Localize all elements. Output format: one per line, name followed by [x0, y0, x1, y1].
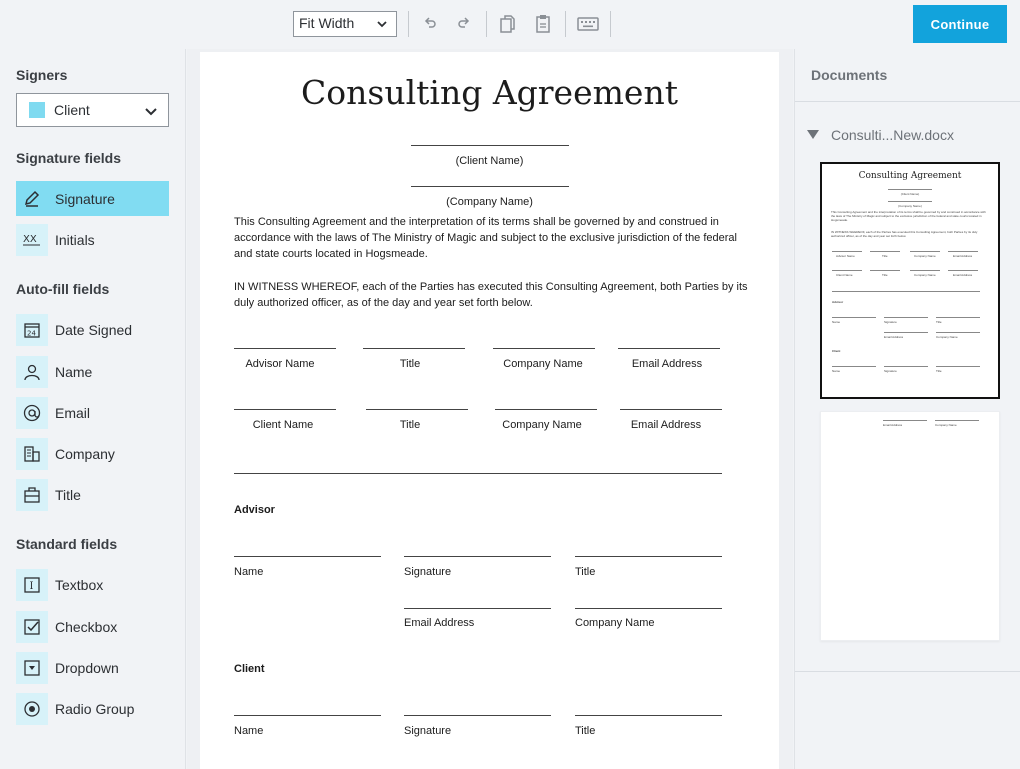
field-label: Initials [55, 231, 95, 248]
documents-title: Documents [811, 67, 888, 83]
row-label: Company Name [502, 419, 582, 431]
field-caption: Title [575, 566, 596, 578]
field-label: Checkbox [55, 618, 118, 635]
svg-text:XX: XX [23, 233, 37, 245]
thumb-text: Company Name [935, 423, 957, 427]
thumb-line [888, 189, 932, 190]
chevron-down-icon [376, 18, 388, 30]
checkbox-icon [16, 611, 48, 643]
advisor-heading: Advisor [234, 504, 275, 516]
field-label: Dropdown [55, 659, 119, 676]
field-line [234, 409, 336, 410]
field-caption: Name [234, 725, 264, 737]
field-caption: Company Name [575, 617, 655, 629]
signer-color-swatch [29, 102, 45, 118]
thumb-line [948, 270, 978, 271]
field-label: Name [55, 363, 93, 380]
divider [795, 671, 1020, 672]
paragraph-witness: IN WITNESS WHEREOF, each of the Parties has executed this Consulting Agreement, both Parties by its duly authorized officer, as of the day and year set forth below. [234, 281, 748, 309]
row-label: Email Address [630, 419, 702, 431]
copy-icon[interactable] [497, 13, 519, 35]
autofill-fields-title: Auto-fill fields [16, 281, 110, 297]
thumb-text: Signature [884, 320, 897, 324]
thumb-line [832, 251, 862, 252]
thumb-text: Email Address [884, 335, 904, 339]
field-line [404, 608, 551, 609]
thumb-line [910, 251, 940, 252]
thumb-title: Consulting Agreement [858, 171, 962, 181]
zoom-select[interactable] [293, 11, 397, 37]
field-line [234, 556, 381, 557]
thumb-text: Email Address [953, 273, 973, 277]
toolbar-divider [408, 11, 409, 37]
thumb-text: Title [882, 254, 888, 258]
toolbar [0, 0, 1020, 49]
field-caption: Signature [404, 725, 452, 737]
undo-icon[interactable] [419, 13, 441, 35]
field-caption: Title [575, 725, 596, 737]
field-line [234, 348, 336, 349]
thumb-line [832, 317, 876, 318]
toolbar-divider [486, 11, 487, 37]
field-label: Title [55, 486, 81, 503]
thumb-text: Name [832, 369, 841, 373]
pen-icon [16, 183, 48, 215]
thumb-text: Title [936, 369, 942, 373]
thumb-text: Company Name [936, 335, 958, 339]
document-viewer[interactable] [187, 49, 793, 769]
paragraph-governing-law: This Consulting Agreement and the interpretation of its terms shall be governed by and construed in accordance with the laws of The Ministry of Magic and subject to the exclusive jurisdiction of the federal and state courts located in Hogsmeade. [234, 216, 737, 260]
page-thumbnail-1[interactable] [820, 162, 1000, 399]
field-label: Textbox [55, 576, 104, 593]
page-thumbnail-2[interactable] [820, 411, 1000, 641]
field-label: Email [55, 404, 91, 421]
field-company[interactable] [16, 436, 169, 471]
field-line [575, 556, 722, 557]
field-caption: Email Address [404, 617, 475, 629]
thumb-text: Company Name [914, 254, 936, 258]
field-caption: Name [234, 566, 264, 578]
company-name-label: (Company Name) [446, 196, 533, 208]
field-line [575, 608, 722, 609]
person-icon [16, 356, 48, 388]
row-label: Title [399, 419, 421, 431]
document-page[interactable] [200, 52, 779, 769]
thumb-line [884, 317, 928, 318]
initials-icon [16, 224, 48, 256]
field-line [618, 348, 720, 349]
document-title: Consulting Agreement [301, 73, 678, 112]
thumb-line [883, 420, 927, 421]
calendar-icon [16, 314, 48, 346]
radio-icon [16, 693, 48, 725]
field-initials[interactable] [16, 222, 169, 257]
continue-button[interactable]: Continue [913, 5, 1007, 43]
field-caption: Signature [404, 566, 452, 578]
zoom-value: Fit Width [299, 15, 355, 31]
thumb-text: Signature [884, 369, 897, 373]
thumb-line [936, 317, 980, 318]
thumb-text: Title [936, 320, 942, 324]
thumb-text: (Company Name) [898, 204, 922, 208]
thumb-line [832, 366, 876, 367]
thumb-line [884, 366, 928, 367]
toolbar-divider [565, 11, 566, 37]
separator-line [234, 473, 722, 474]
thumb-line [832, 270, 862, 271]
signer-name: Client [54, 102, 90, 118]
field-line [495, 409, 597, 410]
field-line [493, 348, 595, 349]
triangle-down-icon [807, 130, 819, 140]
field-email[interactable] [16, 395, 169, 430]
at-icon [16, 397, 48, 429]
document-file-item[interactable] [807, 127, 954, 143]
thumb-line [888, 201, 932, 202]
field-line [404, 715, 551, 716]
divider [795, 101, 1020, 102]
keyboard-icon[interactable] [577, 13, 599, 35]
thumb-text: Client [832, 349, 841, 353]
field-dropdown[interactable] [16, 650, 169, 685]
field-date-signed[interactable] [16, 312, 169, 347]
svg-text:I: I [29, 580, 34, 592]
thumb-text: Advisor [832, 300, 844, 304]
thumb-line [884, 332, 928, 333]
thumb-text: Company Name [914, 273, 936, 277]
field-signature[interactable] [16, 181, 169, 216]
field-line [404, 556, 551, 557]
signature-line [411, 186, 569, 187]
svg-text:24: 24 [27, 329, 36, 337]
field-label: Company [55, 445, 115, 462]
field-label: Signature [55, 190, 115, 207]
field-line [620, 409, 722, 410]
row-label: Advisor Name [245, 358, 315, 370]
thumb-text: Client Name [836, 273, 853, 277]
signature-fields-title: Signature fields [16, 150, 122, 166]
field-label: Date Signed [55, 321, 133, 338]
fields-sidebar [0, 49, 186, 769]
field-name[interactable] [16, 354, 169, 389]
thumb-text: (Client Name) [900, 192, 920, 196]
client-heading: Client [234, 663, 265, 675]
thumb-text: IN WITNESS WHEREOF, each of the Parties has executed this Consulting Agreement, both Parties by its duly authorized officer, as of the day and year set forth below. [831, 230, 978, 238]
field-line [366, 409, 468, 410]
field-checkbox[interactable] [16, 609, 169, 644]
signature-line [411, 145, 569, 146]
thumb-line [832, 291, 980, 292]
signers-title: Signers [16, 67, 68, 83]
thumb-line [870, 270, 900, 271]
field-label: Radio Group [55, 700, 135, 717]
thumb-text: Email Address [883, 423, 903, 427]
briefcase-icon [16, 479, 48, 511]
field-line [575, 715, 722, 716]
dropdown-icon [16, 652, 48, 684]
toolbar-divider [610, 11, 611, 37]
chevron-down-icon [144, 104, 158, 118]
row-label: Title [399, 358, 421, 370]
field-textbox[interactable] [16, 567, 169, 602]
thumb-text: Title [882, 273, 888, 277]
thumb-text: Email Address [953, 254, 973, 258]
field-radio-group[interactable] [16, 691, 169, 726]
standard-fields-title: Standard fields [16, 536, 118, 552]
row-label: Email Address [631, 358, 703, 370]
client-name-label: (Client Name) [455, 155, 524, 167]
thumb-text: This Consulting Agreement and the interpretation of its terms shall be governed by and construed in accordance with the laws of The Ministry of Magic and subject to the exclusive jurisdiction of the federal and state courts located in Hogsmeade. [831, 210, 986, 222]
building-icon [16, 438, 48, 470]
thumb-line [948, 251, 978, 252]
document-file-name: Consulti...New.docx [831, 127, 954, 143]
row-label: Company Name [503, 358, 583, 370]
paste-icon[interactable] [532, 13, 554, 35]
field-line [234, 715, 381, 716]
thumb-text: Name [832, 320, 841, 324]
redo-icon[interactable] [453, 13, 475, 35]
signer-select[interactable] [16, 93, 169, 127]
documents-panel [794, 49, 1020, 769]
thumb-line [870, 251, 900, 252]
textbox-icon [16, 569, 48, 601]
row-label: Client Name [252, 419, 314, 431]
field-line [363, 348, 465, 349]
thumb-line [936, 366, 980, 367]
thumb-line [910, 270, 940, 271]
field-title[interactable] [16, 477, 169, 512]
thumb-line [935, 420, 979, 421]
thumb-line [936, 332, 980, 333]
thumb-text: Advisor Name [836, 254, 855, 258]
